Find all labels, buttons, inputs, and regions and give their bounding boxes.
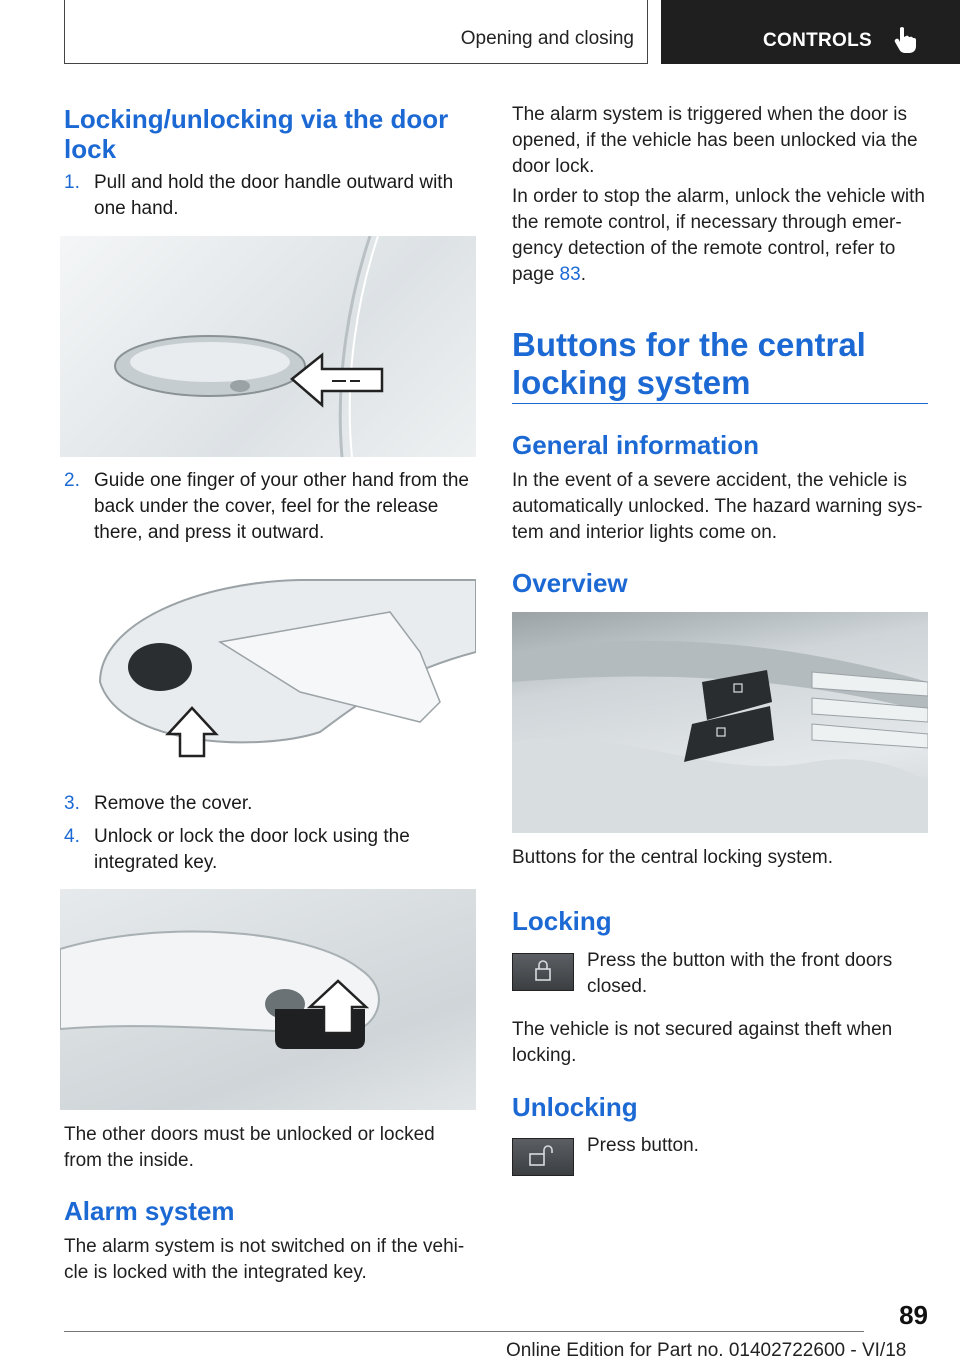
door-handle-cover-illustration: [60, 572, 476, 758]
lock-closed-icon: [513, 954, 573, 990]
door-handle-illustration: [60, 236, 476, 457]
footer-edition: Online Edition for Part no. 01402722600 - VI/18: [506, 1340, 907, 1361]
hand-pointer-icon: [893, 26, 919, 54]
step-number: 1.: [64, 172, 80, 193]
header-section-title: Opening and closing: [460, 28, 634, 49]
lock-open-icon: [513, 1139, 573, 1175]
step-text: Guide one finger of your other hand from the back under the cover, feel for the release there, and press it outward.: [94, 470, 469, 543]
unlocking-text: Press button.: [587, 1135, 699, 1156]
header-chapter-block: [661, 0, 960, 64]
unlock-button-image: [512, 1138, 574, 1176]
header-chapter-title: CONTROLS: [763, 30, 873, 51]
step-text: Remove the cover.: [94, 793, 253, 814]
alarm-text: The alarm system is not switched on if the vehi-cle is locked with the integrated key.: [64, 1236, 465, 1283]
section-divider: [512, 403, 928, 404]
step-text: Unlock or lock the door lock using the integrated key.: [94, 826, 410, 873]
general-info-heading: General information: [512, 430, 760, 460]
alarm-heading: Alarm system: [64, 1196, 235, 1226]
key-in-lock-illustration: [60, 889, 476, 1110]
step-text: Pull and hold the door handle outward with one hand.: [94, 172, 454, 219]
overview-heading: Overview: [512, 568, 628, 598]
page-number: 89: [899, 1300, 928, 1330]
step-number: 2.: [64, 470, 80, 491]
door-lock-heading: Locking/unlocking via the door lock: [64, 104, 449, 164]
central-locking-heading: Buttons for the central locking system: [512, 326, 866, 401]
footer-rule: [64, 1331, 864, 1332]
step-number: 3.: [64, 793, 80, 814]
locking-text: Press the button with the front doors closed.: [587, 950, 893, 997]
overview-caption: Buttons for the central locking system.: [512, 847, 834, 868]
unlocking-heading: Unlocking: [512, 1092, 638, 1122]
stop-alarm-text: [512, 184, 930, 288]
step-3: [64, 791, 476, 817]
stop-alarm-text-end: .: [580, 264, 586, 285]
central-locking-buttons-photo: [512, 612, 928, 833]
page-reference-link[interactable]: 83: [559, 264, 581, 285]
stop-alarm-text-main: In order to stop the alarm, unlock the vehicle with the remote control, if necessary through emer-gency detection of the remote control, refer to page: [512, 186, 925, 285]
lock-button-image: [512, 953, 574, 991]
general-info-text: In the event of a severe accident, the vehicle is automatically unlocked. The hazard warning sys-tem and interior lights come on.: [512, 470, 923, 543]
other-doors-note: The other doors must be unlocked or locked from the inside.: [64, 1124, 435, 1171]
step-1: [64, 170, 476, 222]
locking-heading: Locking: [512, 906, 612, 936]
step-number: 4.: [64, 826, 80, 847]
locking-note: The vehicle is not secured against theft when locking.: [512, 1019, 893, 1066]
step-4: [64, 824, 476, 876]
step-2: [64, 468, 476, 546]
alarm-trigger-text: The alarm system is triggered when the door is opened, if the vehicle has been unlocked via the door lock.: [512, 104, 918, 177]
